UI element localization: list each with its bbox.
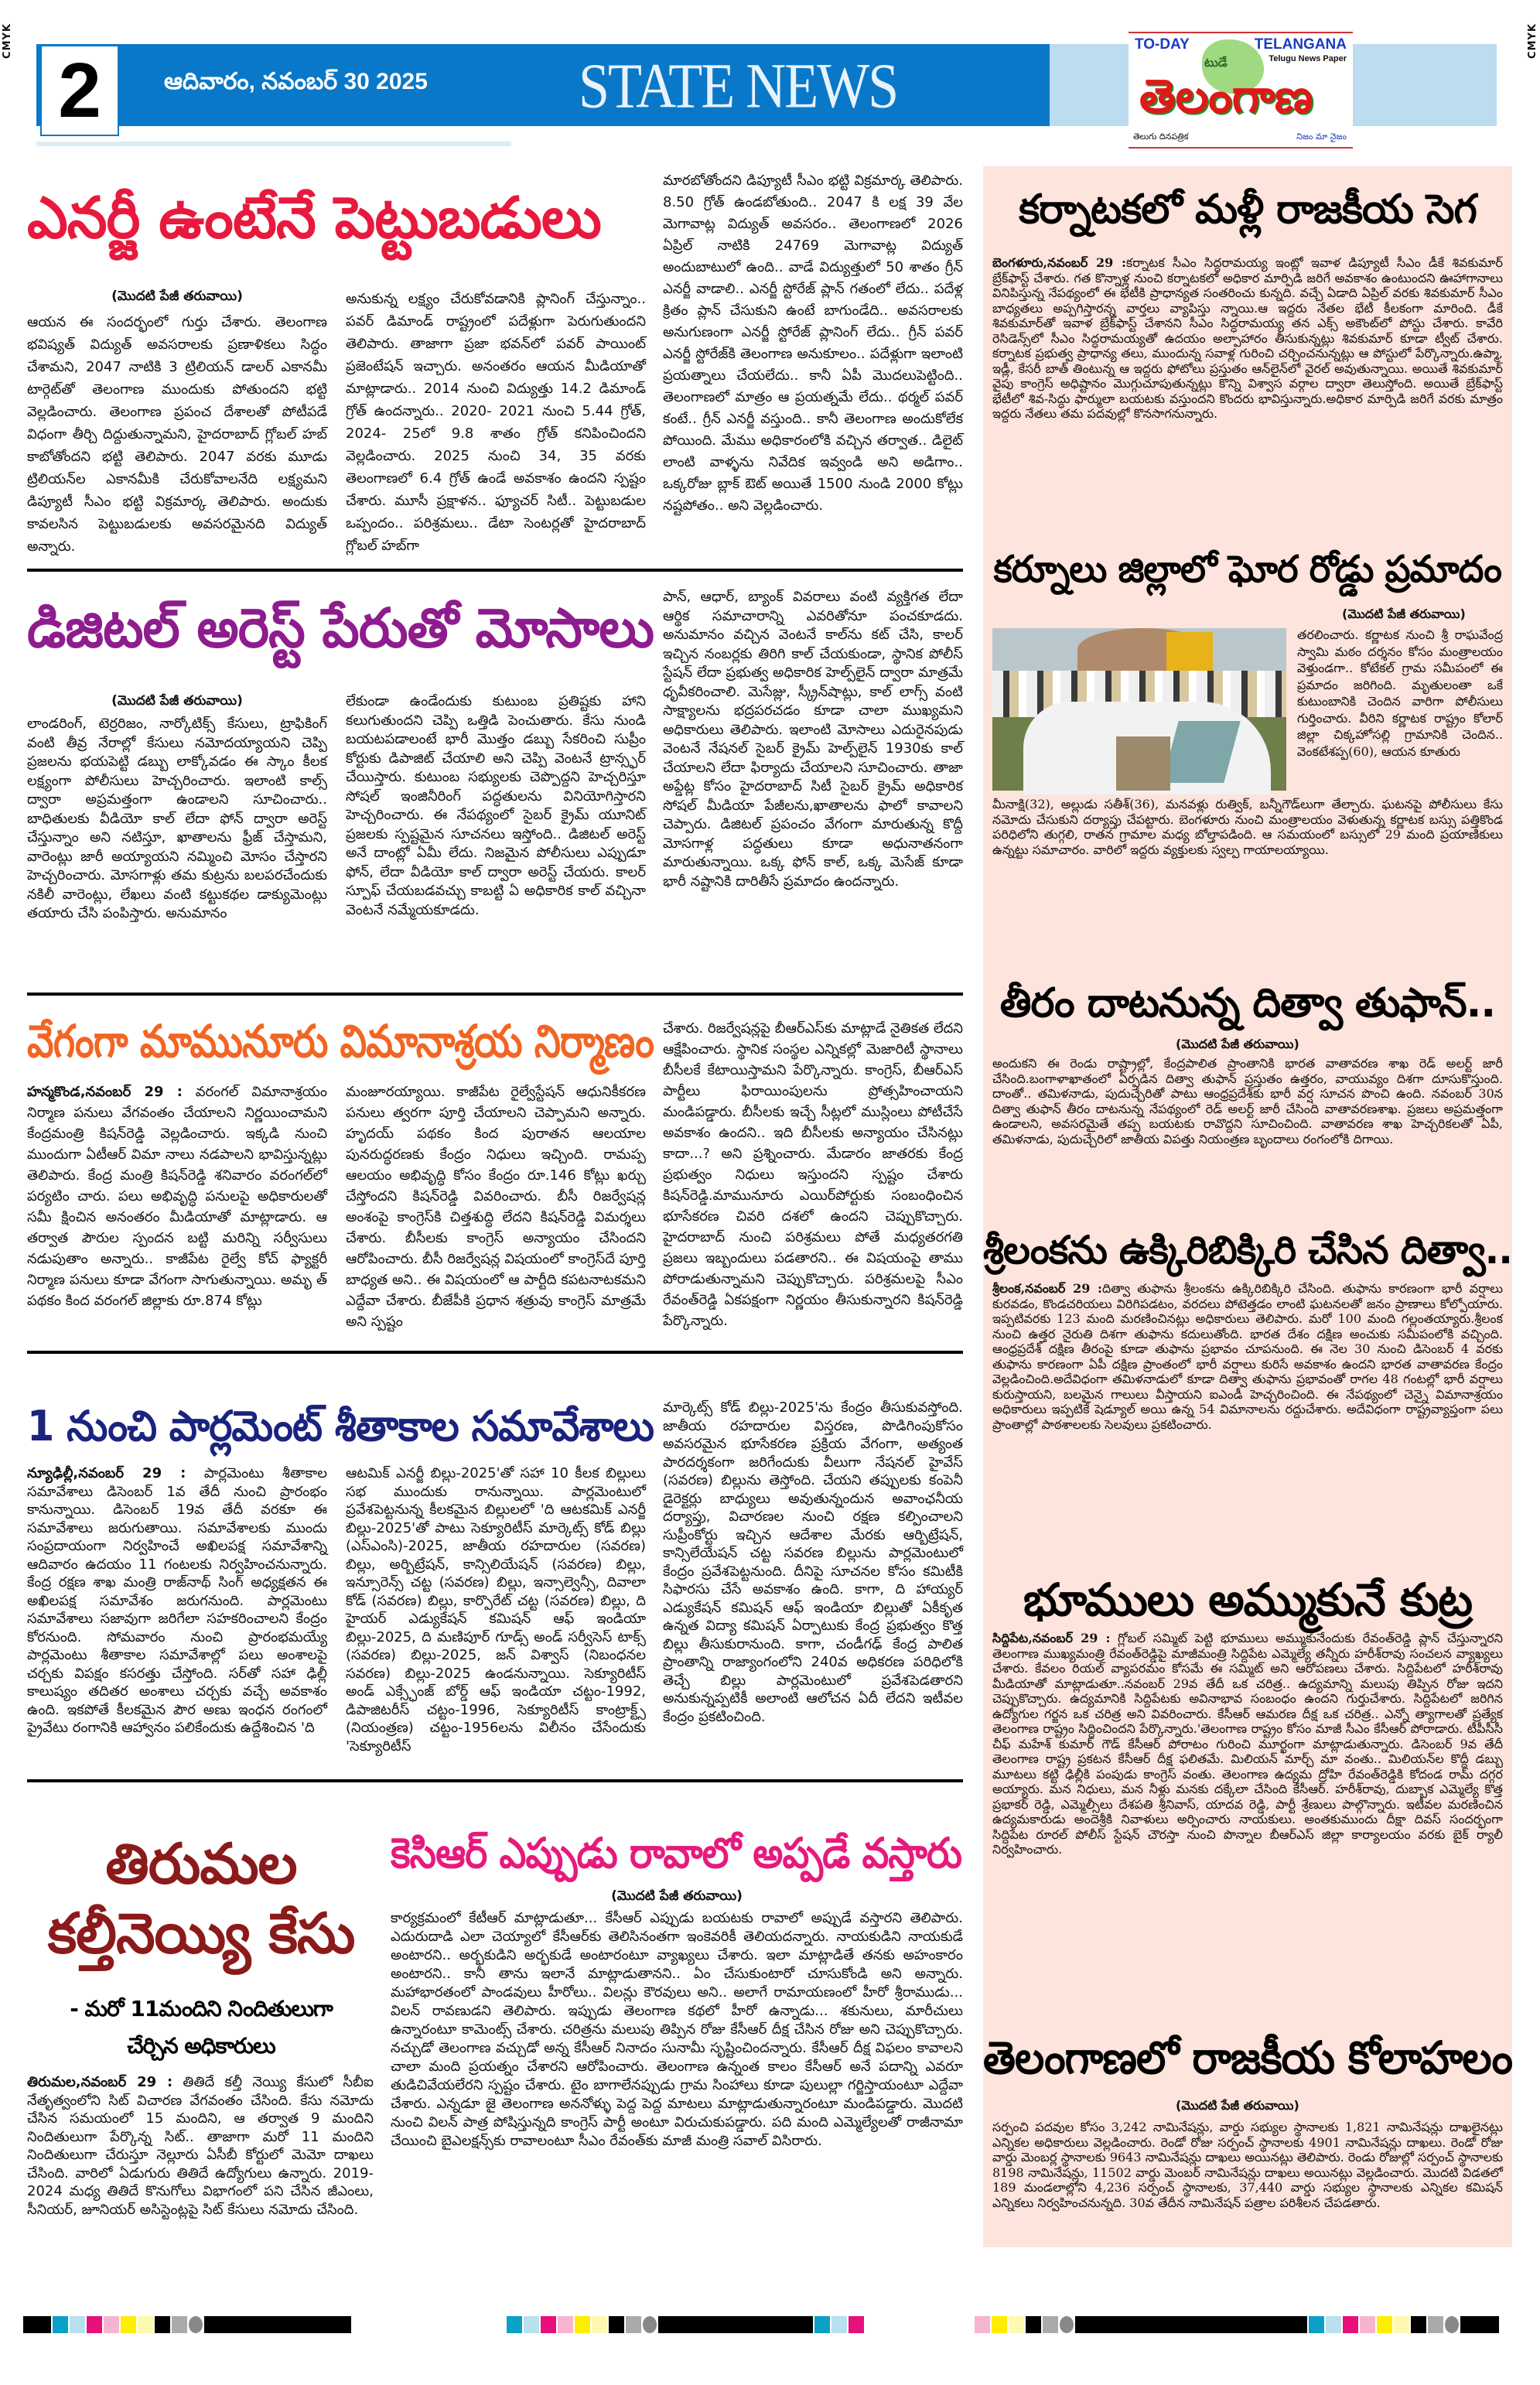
politics-body: సర్పంచి పదవుల కోసం 3,242 నామినేషన్లు, వార్డు సభ్యుల స్థానాలకు 1,821 నామినేషన్లు దాఖలైనట్లు ఎన్నికల అధికారులు వెల్లడించారు. రెండో రోజు సర్పంచ్ స్థానాలకు 4901 నామినేషన్లు దాఖలు. రెండో రోజు వార్డు మెంబర్ల స్థానాలకు 9643 నామినేషన్లు దాఖలు అయినట్లు తెలిపారు. రెండు రోజుల్లో సర్పంచ్ స్థానాలకు 8198 నామినేషన్లు, 11502 వార్డు మెంబర్ నామినేషన్లు దాఖలు అయినట్లు వెల్లడించారు. మొదటి విడతలో 189 మండలాల్లోని 4,236 సర్పంచ్ స్థానాలకు, 37,440 వార్డు సభ్యుల స్థానాలకు ఎన్నికల కమిషన్ ఎన్నికలు నిర్వహించనున్నది. 30వ తేదీన నామినేషన్ పత్రాల పరిశీలన చేపడతారు. [992,2120,1503,2210]
masthead-logo [1129,32,1353,149]
energy-column-1: ఆయన ఈ సందర్భంలో గుర్తు చేశారు. తెలంగాణ భవిష్యత్ విద్యుత్ అవసరాలకు ప్రణాళికలు సిద్ధం చేశామని, 2047 నాటికి 3 ట్రిలియన్ డాలర్ ఎకానమీ టార్గెట్‌తో తెలంగాణ ముందుకు పోతుందని భట్టి వెల్లడించారు. తెలంగాణ ప్రపంచ దేశాలతో పోటీపడే విధంగా తీర్చి దిద్దుతున్నామని, హైదరాబాద్ గ్లోబల్ హబ్ కాబోతోందని భట్టి తెలిపారు. 2047 వరకు మూడు ట్రిలియన్‌ల ఎకానమీకి చేరుకోవాలనేది లక్ష్యమని డిప్యూటీ సీఎం భట్టి విక్రమార్క తెలిపారు. అందుకు కావలసిన పెట్టుబడులకు అవసరమైనది విద్యుత్ అన్నారు. [27,314,327,555]
continued-label: (మొదటి పేజీ తరువాయి) [111,289,243,304]
karnataka-body [992,255,1503,543]
color-bar-left [23,2316,351,2333]
registration-mark-label: CMYK [1527,23,1538,59]
section-divider [27,1779,963,1782]
continued-label: (మొదటి పేజీ తరువాయి) [111,693,243,709]
section-divider [27,569,963,572]
subhead-line-2: చేర్చిన అధికారులు [127,2033,275,2059]
section-divider [27,993,963,996]
accident-photo [992,628,1286,791]
tirumala-text: తితిదే కల్తీ నెయ్యి కేసులో సీబీఐ నేతృత్వంలోని సిట్ విచారణ వేగవంతం చేసింది. కేసు నమోదు చేసిన సమయంలో 15 మందిని, ఆ తర్వాత 9 మందిని నిందితులుగా పేర్కొన్న సిట్.. తాజాగా మరో 11 మందిని నిందితులుగా చేరుస్తూ నెల్లూరు ఏసీబీ కోర్టులో మెమో దాఖలు చేసింది. వారిలో ఏడుగురు తితిదే ఉద్యోగులు ఉన్నారు. 2019-2024 మధ్య తితిదే కొనుగోలు విభాగంలో పని చేసిన జీఎంలు, సీనియర్, జూనియర్ అసిస్టెంట్లపై సిట్ కేసులు నమోదు చేసింది. [27,2074,374,2218]
header-underline [36,142,511,146]
lands-text: గ్లోబల్ సమ్మిట్ పెట్టి భూములు అమ్ముకునేందుకు రేవంత్‌రెడ్డి ప్లాన్ చేస్తున్నారని తెలంగాణ ముఖ్యమంత్రి రేవంత్‌రెడ్డిపై మాజీమంత్రి సిద్దిపేట ఎమ్మెల్యే తన్నీరు హరీశ్‌రావు సంచలన వ్యాఖ్యలు చేశారు. కేవలం రియల్ వ్యాపరమం కోసమే ఈ సమ్మిట్ అని ఆరోపణలు చేశారు. సిద్దిపేటలో హరీశ్‌రావు మీడియాతో మాట్లాడుతూ..నవంబర్ 29వ తేదీ ఒక చరిత్ర.. ఉద్యమాన్ని మలుపు తిప్పిన రోజు ఇదని చెప్పుకొచ్చారు. ఉద్యమానికి సిద్దిపేటకు అవినాభావ సంబంధం ఉందని గుర్తుచేశారు. సిద్దిపేటలో జరిగిన ఉద్యోగుల గర్జన ఒక చరిత్ర అని వివరించారు. కేసీఆర్ ఆమరణ దీక్ష ఒక చరిత్ర.. ఎన్నో త్యాగాలతో ప్రత్యేక తెలంగాణ రాష్ట్రం సిద్ధించిందని పేర్కొన్నారు.'తెలంగాణ రాష్ట్రం కోసం మాజీ సీఎం కేసీఆర్ పోరాడారు. టీపీసీసీ చీఫ్ మహేశ్ కుమార్ గౌడ్ కేసీఆర్ పోరాటం గురించి మూర్ఖంగా మాట్లాడుతున్నారు. డిసెంబర్ 9వ తేదీ తెలంగాణ రాష్ట్ర ప్రకటన కేసీఆర్ దీక్ష ఫలితమే. మిలియన్ మార్చ్ మా వంతు.. మిలియన్‌ల కొద్దీ డబ్బు మూటలు కట్టి ఢిల్లీకి పంపుడు కాంగ్రెస్ వంతు. తెలంగాణ ఉద్యమ ద్రోహి రేవంత్‌రెడ్డికి కోదండ రామ్ దగ్గర అయ్యారు. మన నిధులు, మన నీళ్లు మనకు దక్కేలా చేసింది కేసీఆర్. హరీశ్‌రావు, దుబ్బాక ఎమ్మెల్యే కొత్త ప్రభాకర్ రెడ్డి, ఎమ్మెల్సీలు దేశపతి శ్రీనివాస్, యాదవ రెడ్డి, పార్టీ శ్రేణులు పాల్గొన్నారు. ఇటీవల మరణించిన ఉద్యమకారుడు అందెశ్రీకి నివాళులు అర్పించారు నాయకులు. అంతకుముందు దీక్షా దివస్ సందర్భంగా సిద్దిపేట రూరల్ పోలీస్ స్టేషన్ చౌరస్తా నుంచి పొన్నాల బీఆర్ఎస్ జిల్లా కార్యాలయం వరకు బైక్ ర్యాలీ నిర్వహించారు. [992,1631,1503,1857]
issue-date: ఆదివారం, నవంబర్ 30 2025 [164,69,428,94]
headline-digital-arrest: డిజిటల్ అరెస్ట్ పేరుతో మోసాలు [27,596,654,660]
registration-mark-left [2,23,14,59]
logo-tag-right: నిజం మా నైజం [1296,132,1347,142]
airport-text: వరంగల్ విమానాశ్రయం నిర్మాణ పనులు వేగవంతం చేయాలని నిర్ణయించామని కేంద్రమంత్రి కిషన్‌రెడ్డి వెల్లడించారు. ఇక్కడి నుంచి ముందుగా ఏటీఆర్ విమా నాలు నడపాలని భావిస్తున్నట్లు తెలిపారు. కేంద్ర మంత్రి కిషన్‌రెడ్డి శనివారం వరంగల్‌లో పర్యటిం చారు. పలు అభివృద్ధి పనులపై అధికారులతో సమీ క్షించిన అనంతరం మీడియాతో మాట్లాడారు. ఆ తర్వాత పౌరుల స్పందన బట్టి మరిన్ని సర్వీసులు నడుపుతాం అన్నారు.. కాజీపేట రైల్వే కోచ్ ఫ్యాక్టరీ నిర్మాణ పనులు కూడా వేగంగా సాగుతున్నాయి. అమృ త్ పథకం కింద వరంగల్ జిల్లాకు రూ.874 కోట్లు [27,1084,327,1309]
page-number: 2 [40,45,119,136]
section-title: STATE NEWS [579,50,898,121]
parliament-text: పార్లమెంటు శీతాకాల సమావేశాలు డిసెంబర్ 1వ తేదీ నుంచి ప్రారంభం కానున్నాయి. డిసెంబర్ 19వ తేదీ వరకూ ఈ సమావేశాలు జరుగుతాయి. సమావేశాలకు ముందు సంప్రదాయంగా నిర్వహించే అఖిలపక్ష సమావేశాన్ని ఆదివారం ఉదయం 11 గంటలకు నిర్వహించనున్నారు. కేంద్ర రక్షణ శాఖ మంత్రి రాజ్‌నాథ్ సింగ్ అధ్యక్షతన ఈ అఖిలపక్ష సమావేశం జరుగనుంది. పార్లమెంటు సమావేశాలు సజావుగా జరిగేలా సహకరించాలని కేంద్రం కోరనుంది. సోమవారం నుంచి ప్రారంభమయ్యే పార్లమెంటు శీతాకాల సమావేశాల్లో పలు అంశాలపై చర్చకు విపక్షం కసరత్తు చేస్తోంది. సర్‌తో సహా ఢిల్లీ కాలుష్యం తదితర అంశాలు చర్చకు వచ్చే అవకాశం ఉంది. ఇకపోతే కీలకమైన పౌర అణు ఇంధన రంగంలో ప్రైవేటు రంగానికి ఆహ్వానం పలికేందుకు ఉద్దేశించిన 'ది [27,1465,327,1736]
continued-label: (మొదటి పేజీ తరువాయి) [1176,2098,1299,2113]
continued-label: (మొదటి పేజీ తరువాయి) [1176,1037,1299,1051]
dateline: శ్రీలంక,నవంబర్ 29 : [992,1281,1102,1296]
parliament-column-3: మార్కెట్స్ కోడ్ బిల్లు-2025'ను కేంద్రం తీసుకువస్తోంది. జాతీయ రహదారుల విస్తరణ, పొడిగింపుకోసం అవసరమైన భూసేకరణ ప్రక్రియ వేగంగా, అత్యంత పారదర్శకంగా జరిగేందుకు వీలుగా నేషనల్ హైవేస్ (సవరణ) బిల్లును తెస్తోంది. చేయని తప్పులకు కంపెనీ డైరెక్టర్లు బాధ్యులు అవుతున్నందున అవాంఛనీయ దర్యాప్తు, విచారణల నుంచి రక్షణ కల్పించాలని సుప్రీంకోర్టు ఇచ్చిన ఆదేశాల మేరకు ఆర్బిట్రేషన్, కాన్సిలేయేషన్ చట్ట సవరణ బిల్లును పార్లమెంటులో కేంద్రం ప్రవేశపెట్టనుంది. దీనిపై సూచనల కోసం కమిటీకి సిఫారసు చేసే అవకాశం ఉంది. కాగా, ది హాయ్యర్ ఎడ్యుకేషన్ కమిషన్ ఆఫ్ ఇండియా బిల్లుతో ఏకీకృత ఉన్నత విద్యా కమిషన్ ఏర్పాటుకు కేంద్ర ప్రభుత్వం కొత్త బిల్లు తీసుకురానుంది. కాగా, చండీగఢ్ కేంద్ర పాలిత ప్రాంతాన్ని రాజ్యాంగంలోని 240వ అధికరణ పరిధిలోకి తెచ్చే బిల్లు పార్లమెంటులో ప్రవేశపెడతారని అనుకున్నప్పటికీ అలాంటి ఆలోచన ఏదీ లేదని ఇటీవల కేంద్రం ప్రకటించింది. [663,1399,963,1725]
headline-cyclone: తీరం దాటనున్న దిత్వా తుఫాన్.. [999,980,1496,1027]
srilanka-text: దిత్వా తుఫాను శ్రీలంకను ఉక్కిరిబిక్కిరి చేసింది. తుఫాను కారణంగా భారీ వర్షాలు కురవడం, కొండచరియలు విరిగిపడటం, వరదలు పోటెత్తడం లాంటి ఘటనలతో జనం ప్రాణాలు కోల్పోయారు. ఇప్పటివరకు 123 మంది మరణించినట్లు అధికారులు తెలిపారు. మరో 100 మంది గల్లంతయ్యారు.శ్రీలంక నుంచి ఉత్తర నైరుతి దిశగా తుఫాను కదులుతోంది. భారత దేశం దక్షిణ అంచుకు సమీపంలోకి వచ్చింది. ఆంధ్రప్రదేశ్ దక్షిణ తీరంపై కూడా తుఫాను ప్రభావం చూపనుంది. ఈ నెల 30 నుంచి డిసెంబర్ 4 వరకు తుఫాను కారణంగా ఏపీ దక్షిణ ప్రాంతంలో భారీ వర్షాలు కురిసే అవకాశం ఉందని భారత వాతావరణ కేంద్రం వెల్లడించింది.అదేవిధంగా తమిళనాడులో కూడా దిత్వా తుఫాను ప్రభావంతో రాగల 48 గంటల్లో భారీ వర్షాలు కురుస్తాయని, బలమైన గాలులు వీస్తాయని ఐఎండీ హెచ్చరించింది. ఈ నేపథ్యంలో చెన్నై విమానాశ్రయం అధికారులు ఇప్పటికే షెడ్యూల్ అయి ఉన్న 54 విమానాలను రద్దుచేశారు. అదేవిధంగా రాష్ట్రవ్యాప్తంగా పలు ప్రాంతాల్లో పాఠశాలలకు సెలవులు ప్రకటించారు. [992,1281,1503,1432]
logo-today: TO-DAY [1135,36,1190,53]
subhead-line-1: - మరో 11మందిని నిందితులుగా [70,1996,333,2021]
headline-energy: ఎనర్జీ ఉంటేనే పెట్టుబడులు [27,185,601,251]
headline-kcr: కెసిఆర్ ఎప్పుడు రావాలో అప్పడే వస్తారు [391,1829,962,1878]
digital-column-1: లాండరింగ్, టెర్రరిజం, నార్కోటిక్స్ కేసులు, ట్రాఫికింగ్ వంటి తీవ్ర నేరాల్లో కేసులు నమోదయ్యాయని చెప్పి ప్రజలను భయపెట్టి డబ్బు లాక్కోవడం ఈ స్కాం కీలక లక్ష్యంగా పోలీసులు హెచ్చరించారు. ఇలాంటి కాల్స్ ద్వారా అప్రమత్తంగా ఉండాలని సూచించారు.. బాధితులకు వీడియో కాల్ లేదా ఫోన్ ద్వారా అరెస్ట్ చేస్తున్నాం అని నటిస్తూ, ఖాతాలను ఫ్రీజ్ చేస్తామని, వారెంట్లు జారీ అయ్యాయని నమ్మించి మోసం చేస్తారని హెచ్చరించారు. మోసగాళ్లు తమ కుట్రను బలపరచేందుకు నకిలీ వారెంట్లు, లేఖలు వంటి కట్టుకథల డాక్యుమెంట్లు తయారు చేసి పంపిస్తారు. అనుమానం [27,716,327,921]
headline-politics: తెలంగాణలో రాజకీయ కోలాహలం [983,2031,1512,2084]
headline-karnataka: కర్నాటకలో మళ్లీ రాజకీయ సెగ [1019,186,1477,233]
logo-tag-left: తెలుగు దినపత్రిక [1133,132,1189,142]
continued-label: (మొదటి పేజీ తరువాయి) [611,1888,743,1904]
karnataka-text: కర్నాటక సీఎం సిద్ధరామయ్య ఇంట్లో ఇవాళ డిప్యూటీ సీఎం డీకే శివకుమార్ బ్రేక్‌ఫాస్ట్ చేశారు. గత కొన్నాళ్ల నుంచి కర్నాటకలో అధికార మార్పిడి జరిగే అవకాశం ఉంటుందని ఊహాగానాలు వినిపిస్తున్న నేపథ్యంలో ఈ భేటీకి ప్రాధాన్యత సంతరించు కున్నది. వచ్చే ఏడాది ఏప్రిల్ వరకు శివకుమార్ సీఎం బాధ్యతలు అప్పగిస్తారన్న వార్తలు వ్యాపిస్తు న్నాయి.ఆ ఇద్దరు నేతల భేటీ కీలకంగా మారింది. డీకే శివకుమార్‌తో ఇవాళ బ్రేక్‌ఫాస్ట్ చేశానని సీఎం సిద్ధరామయ్య తన ఎక్స్ అకౌంట్‌లో పోస్టు చేశారు. కావేరి రెసిడెన్స్‌లో సీఎం సిద్ధరామయ్యతో ఉదయం అల్పాహారం తీసుకున్నట్లు శివకుమార్ కూడా ట్వీట్ చేశారు. కర్నాటక ప్రభుత్వ ప్రాధాన్య తలు, ముందున్న సవాళ్ల గురించి చర్చించనున్నట్లు ఆ పోస్టులో పేర్కొన్నారు.ఉప్మా, ఇడ్లీ, కేసరీ బాత్ తింటున్న ఆ ఇద్దరు ఫోటోలు ప్రస్తుతం ఆన్‌లైన్‌లో వైరల్ అవుతున్నాయి. అయితే శివకుమార్ వైపు కాంగ్రెస్ అధిష్టానం మొగ్గుచూపుతున్నట్లు కొన్ని విశ్వాస వర్గాల ద్వారా తెలుస్తోంది. అయితే బ్రేక్‌ఫాస్ట్ భేటీలో శివ-సిద్ధు ఫార్ములా బయటకు వస్తుందని కొందరు భావిస్తున్నారు.అధికార మార్పిడి జరిగే వరకు మాత్రం ఇద్దరు నేతలు తమ పదవుల్లో కొనసాగనున్నారు. [992,255,1503,421]
airport-column-3: చేశారు. రిజర్వేషన్లపై బీఆర్ఎస్‌కు మాట్లాడే నైతికత లేదని ఆక్షేపించారు. స్థానిక సంస్థల ఎన్నికల్లో మెజారిటీ స్థానాలు బీసీలకే కేటాయిస్తామని పేర్కొన్నారు. కాంగ్రెస్, బీఆర్ఎస్ పార్టీలు ఫిరాయింపులను ప్రోత్సహించాయని మండిపడ్డారు. బీసీలకు ఇచ్చే సీట్లలో ముస్లింలు పోటీచేసే అవకాశం ఉందని.. ఇది బీసీలకు అన్యాయం చేసినట్లు కాదా...? అని ప్రశ్నించారు. మేడారం జాతరకు కేంద్ర ప్రభుత్వం నిధులు ఇస్తుందని స్పష్టం చేశారు కిషన్‌రెడ్డి.మామునూరు ఎయిర్‌పోర్టుకు సంబంధించిన భూసేకరణ చివరి దశలో ఉందని చెప్పుకొచ్చారు. హైదరాబాద్ నుంచి పరిశ్రమలు పోతే మధ్యతరగతి ప్రజలు ఇబ్బందులు పడతారని.. ఈ విషయంపై తాము పోరాడుతున్నామని చెప్పుకొచ్చారు. పరిశ్రమలపై సీఎం రేవంత్‌రెడ్డి ఏకపక్షంగా నిర్ణయం తీసుకున్నారని కిషన్‌రెడ్డి పేర్కొన్నారు. [663,1020,963,1329]
headline-tirumala-line-1: తిరుమల [105,1831,297,1896]
lands-body [992,1631,1503,2025]
color-bar-middle [507,2316,864,2333]
energy-column-2: అనుకున్న లక్ష్యం చేరుకోవడానికి ప్లానింగ్ చేస్తున్నాం.. పవర్ డిమాండ్ రాష్ట్రంలో పదేళ్లుగా పెరుగుతుందని తెలిపారు. తాజాగా ప్రజా భవన్‌లో పవర్ పాయింట్ ప్రజెంటేషన్ ఇచ్చారు. అనంతరం ఆయన మీడియాతో మాట్లాడారు.. 2014 నుంచి విద్యుత్తు 14.2 డిమాండ్ గ్రోత్ ఉందన్నారు.. 2020- 2021 నుంచి 5.44 గ్రోత్, 2024- 25లో 9.8 శాతం గ్రోత్ కనిపించిందని వెల్లడించారు. 2025 నుంచి 34, 35 వరకు తెలంగాణలో 6.4 గ్రోత్ ఉండే అవకాశం ఉందని స్పష్టం చేశారు. మూసీ ప్రక్షాళన.. ఫ్యూచర్ సిటీ.. పెట్టుబడుల ఒప్పందం.. పరిశ్రమలు.. డేటా సెంటర్లతో హైదరాబాద్ గ్లోబల్ హబ్‌గా [346,291,646,554]
parliament-column-2: ఆటమిక్ ఎనర్జీ బిల్లు-2025'తో సహా 10 కీలక బిల్లులు సభ ముందుకు రానున్నాయి. పార్లమెంటులో ప్రవేశపెట్టనున్న కీలకమైన బిల్లులలో 'ది ఆటకమిక్ ఎనర్జీ బిల్లు-2025'తో పాటు సెక్యూరిటీస్ మార్కెట్స్ కోడ్ బిల్లు (ఎస్ఎంసి)-2025, జాతీయ రహదారుల (సవరణ) బిల్లు, అర్బిట్రేషన్, కాన్సిలియేషన్ (సవరణ) బిల్లు, ఇన్సూరెన్స్ చట్ట (సవరణ) బిల్లు, ఇన్సాల్వెన్సీ, దివాలా కోడ్ (సవరణ) బిల్లు, కార్పొరేట్ చట్ట (సవరణ) బిల్లు, ది హైయర్ ఎడ్యుకేషన్ కమిషన్ ఆఫ్ ఇండియా బిల్లు-2025, ది మణిపూర్ గూడ్స్ అండ్ సర్వీసెస్ టాక్స్ (సవరణ) బిల్లు-2025, జన్ విశ్వాస్ (నిబంధనల సవరణ) బిల్లు-2025 ఉండనున్నాయి. సెక్యూరిటీస్ అండ్ ఎక్స్ఛేంజ్ బోర్డ్ ఆఫ్ ఇండియా చట్టం-1992, డిపాజిటరీస్ చట్టం-1996, సెక్యూరిటీస్ కాంట్రాక్ట్స్ (నియంత్రణ) చట్టం-1956లను విలీనం చేసేందుకు 'సెక్యూరిటీస్ [346,1465,646,1755]
dateline: బెంగళూరు,నవంబర్ 29 : [992,255,1126,270]
photo-car-door [1116,736,1170,791]
dateline: హన్మకొండ,నవంబర్ 29 : [27,1084,183,1100]
headline-tirumala-line-2: కల్తీనెయ్యి కేసు [47,1901,355,1966]
srilanka-body [992,1281,1503,1567]
section-divider [27,1351,963,1354]
airport-column-2: మంజూరయ్యాయి. కాజీపేట రైల్వేస్టేషన్ ఆధునికీకరణ పనులు త్వరగా పూర్తి చేయాలని చెప్పామని అన్నారు. హృదయ్ పథకం కింద పురాతన ఆలయాల పునరుద్ధరణకు కేంద్రం నిధులు ఇచ్చింది. రామప్ప ఆలయం అభివృద్ధి కోసం కేంద్రం రూ.146 కోట్లు ఖర్చు చేస్తోందని కిషన్‌రెడ్డి వివరించారు. బీసీ రిజర్వేషన్ల అంశంపై కాంగ్రెస్‌కి చిత్తశుద్ధి లేదని కిషన్‌రెడ్డి విమర్శలు చేశారు. బీసీలకు కాంగ్రెస్ అన్యాయం చేసిందని ఆరోపించారు. బీసీ రిజర్వేషన్ల విషయంలో కాంగ్రెస్‌దే పూర్తి బాధ్యత అని.. ఈ విషయంలో ఆ పార్టీది కపటనాటకమని ఎద్దేవా చేశారు. బీజేపీకి ప్రధాన శత్రువు కాంగ్రెస్ మాత్రమే అని స్పష్టం [346,1084,646,1330]
cyclone-body: అందుకని ఈ రెండు రాష్ట్రాల్లో, కేంద్రపాలిత ప్రాంతానికి భారత వాతావరణ శాఖ రెడ్ అలర్ట్ జారీ చేసింది.బంగాళాఖాతంలో ఏర్పడిన దిత్వా తుఫాన్ ప్రస్తుతం ఉత్తరం, వాయువ్యం దిశగా దూసుకొస్తుంది. దాంతో.. తమిళనాడు, పుదుచ్చేరితో పాటు ఆంధ్రప్రదేశ్‌కు భారీ వర్ష సూచన పొంచి ఉంది. నవంబర్ 30న దిత్వా తుఫాన్ తీరం దాటనున్న నేపథ్యంలో రెడ్ అలర్ట్ జారీ చేసింది వాతావరణశాఖ. ప్రజలు అప్రమత్తంగా ఉండాలని, అవసరమైతే తప్ప బయటకు రావొద్దని సూచించింది. వాతావరణ శాఖ హెచ్చరికలతో ఏపీ, తమిళనాడు, పుదుచ్చేరిలో జాతీయ విపత్తు నియంత్రణ బృందాలు రంగంలోకి దిగాయి. [992,1056,1503,1146]
headline-lands: భూములు అమ్ముకునే కుట్ర [1023,1573,1473,1626]
energy-column-3: మారబోతోందని డిప్యూటీ సీఎం భట్టి విక్రమార్క తెలిపారు. 8.50 గ్రోత్ ఉండబోతుంది.. 2047 కి లక్ష 39 వేల మెగావాట్ల విద్యుత్ అవసరం.. తెలంగాణలో 2026 ఏప్రిల్ నాటికి 24769 మెగావాట్ల విద్యుత్ అందుబాటులో ఉంది.. వాడే విద్యుత్తులో 50 శాతం గ్రీన్ ఎనర్జీ వాడాలి.. ఎనర్జీ స్టోరేజ్ ప్లాన్ గతంలో లేదు.. పదేళ్ల క్రితం ప్లాన్ చేసుకుని ఉంటే బాగుండేది.. అవసరాలకు అనుగుణంగా ఎనర్జీ స్టోరేజ్ ప్లానింగ్ లేదు.. గ్రీన్ పవర్ ఎనర్జీ స్టోరేజ్‌కి తెలంగాణ అనుకూలం.. పదేళ్లుగా ఇలాంటి ప్రయత్నాలు చేయలేదు.. కానీ ఏపీ మొదలుపెట్టింది.. తెలంగాణలో మాత్రం ఆ ప్రయత్నమే లేదు.. థర్మల్ పవర్ కంటే.. గ్రీన్ ఎనర్జీ వస్తుంది.. కానీ తెలంగాణ అందుకోలేక పోయింది. మేము అధికారంలోకి వచ్చిన తర్వాత.. డిలైట్ లాంటి వాళ్ళను నివేదిక ఇవ్వండి అని అడిగాం.. ఒక్కరోజు బ్లాక్ ఔట్ అయితే 1500 నుండి 2000 కోట్లు నష్టపోతం.. అని వెల్లడించారు. [663,173,963,514]
tirumala-body [27,2073,374,2274]
dateline: తిరుమల,నవంబర్ 29 : [27,2074,173,2090]
kurnool-body: మీనాక్షి(32), అల్లుడు సతీశ్(36), మనవళ్లు రుత్విక్, బన్నీగౌడ్‌లుగా తేల్చారు. ఘటనపై పోలీసులు కేసు నమోదు చేసుకుని దర్యాప్తు చేపట్టారు. బెంగళూరు నుంచి మంత్రాలయం వెళుతున్న కర్ణాటక బస్సు పత్తికొండ పరిధిలోని తుగ్గలి, రాతన గ్రామాల మధ్య బోల్తాపడింది. ఆ సమయంలో బస్సులో 29 మంది ప్రయాణికులు ఉన్నట్టు సమాచారం. వారిలో ఇద్దరు వ్యక్తులకు స్వల్ప గాయాలయ్యాయి. [992,797,1503,857]
headline-kurnool: కర్నూలు జిల్లాలో ఘోర రోడ్డు ప్రమాదం [993,548,1501,591]
digital-column-3: పాన్, ఆధార్, బ్యాంక్ వివరాలు వంటి వ్యక్తిగత లేదా ఆర్థిక సమాచారాన్ని ఎవరితోనూ పంచకూడదు. అనుమానం వచ్చిన వెంటనే కాల్‌ను కట్ చేసి, కాలర్ ఇచ్చిన నంబర్లకు తిరిగి కాల్ చేయకుండా, స్థానిక పోలీస్ స్టేషన్ లేదా ప్రభుత్వ అధికారిక హెల్ప్‌లైన్ ద్వారా మాత్రమే ధృవీకరించాలి. మెసేజ్లు, స్క్రీన్‌షాట్లు, కాల్ లాగ్స్ వంటి సాక్ష్యాలను భద్రపరచడం కూడా చాలా ముఖ్యమని అధికారులు తెలిపారు. ఇలాంటి మోసాలు ఎదురైనపుడు వెంటనే నేషనల్ సైబర్ క్రైమ్ హెల్ప్‌లైన్ 1930కు కాల్ చేయాలని లేదా ఫిర్యాదు చేయాలని సూచించారు. తాజా అప్డేట్ల కోసం హైదరాబాద్ సిటీ సైబర్ క్రైమ్ అధికారిక సోషల్ మీడియా పేజీలను,ఖాతాలను ఫాలో కావాలని చెప్పారు. డిజిటల్ ప్రపంచం వేగంగా మారుతున్న కొద్దీ మోసగాళ్ల పద్ధతులు కూడా అధునాతనంగా మారుతున్నాయి. ఒక్క ఫోన్ కాల్, ఒక్క మెసేజ్ కూడా భారీ నష్టానికి దారితీసే ప్రమాదం ఉందన్నారు. [663,589,963,890]
airport-column-1 [27,1081,327,1314]
kcr-body: కార్యక్రమంలో కేటీఆర్ మాట్లాడుతూ... కేసీఆర్ ఎప్పుడు బయటకు రావాలో అప్పుడే వస్తారని తెలిపారు. ఎదురుదాడి ఎలా చెయ్యాలో కేసీఆర్‌కు తెలిసినంతగా ఇంకెవరికీ తెలియదన్నారు. నాయకుడిని నాయకుడే అంటారని.. అర్భకుడిని అర్భకుడే అంటారంటూ వ్యాఖ్యలు చేశారు. ఇలా మాట్లాడితే తనకు అహంకారం అంటారని.. కానీ తాను ఇలానే మాట్లాడుతానని.. ఏం చేసుకుంటారో చూసుకోండి అని అన్నారు. మహాభారతంలో పాండవులు హీరోలు.. విలన్లు కౌరవులు అని.. అలాగే రామాయణంలో హీరో శ్రీరాముడు... విలన్ రావణుడని తెలిపారు. ఇప్పుడు తెలంగాణ కథలో హీరో ఉన్నాడు... శకునులు, మారీచులు ఉన్నారంటూ కామెంట్స్ చేశారు. చరిత్రను మలుపు తిప్పిన రోజు కేసీఆర్ దీక్ష చేసిన రోజు అని చెప్పుకొచ్చారు. నచ్చుడో తెలంగాణ వచ్చుడో అన్న కేసీఆర్ నినాదం సునామీ సృష్టించిందన్నారు. కేసీఆర్ దీక్ష విఫలం కావాలని చాలా మంది ప్రయత్నం చేశారని ఆరోపించారు. తెలంగాణ ఉన్నంత కాలం కేసీఆర్ అనే పదాన్ని ఎవరూ తుడిచివేయలేరని స్పష్టం చేశారు. టైం బాగాలేనప్పుడు గ్రామ సింహాలు కూడా పులుల్లా గర్జిస్తాయంటూ ఎద్దేవా చేశారు. ఎన్నడూ జై తెలంగాణ అననోళ్ళు పెద్ద పెద్ద మాటలు మాట్లాడుతున్నారంటూ మండిపడ్డారు. మొదటి నుంచి విలన్ పాత్ర పోషిస్తున్నది కాంగ్రెస్ పార్టీ అంటూ విరుచుకుపడ్డారు. పది మంది ఎమ్మెల్యేలతో రాజీనామా చేయించి బైఎలక్షన్స్‌కు రావాలంటూ సీఎం రేవంత్‌కు మాజీ మంత్రి సవాల్ విసిరారు. [391,1910,963,2149]
headline-parliament: 1 నుంచి పార్లమెంట్ శీతాకాల సమావేశాలు [27,1402,654,1450]
logo-tagline: Telugu News Paper [1269,54,1347,63]
headline-airport: వేగంగా మామునూరు విమానాశ్రయ నిర్మాణం [27,1015,654,1068]
dateline: న్యూఢిల్లీ,నవంబర్ 29 : [27,1465,186,1481]
parliament-column-1 [27,1464,327,1755]
logo-prefix: టుడే [1204,55,1228,70]
registration-mark-right [1527,23,1539,59]
logo-masthead: తెలంగాణ [1139,70,1313,124]
registration-mark-label: CMYK [2,23,13,59]
color-bar-right [975,2316,1499,2333]
continued-label: (మొదటి పేజీ తరువాయి) [1342,607,1466,621]
digital-column-2: లేకుండా ఉండేందుకు కుటుంబ ప్రతిష్టకు హాని కలుగుతుందని చెప్పి ఒత్తిడి పెంచుతారు. కేసు నుండి బయటపడాలంటే భారీ మొత్తం డబ్బు సేకరించి సుప్రీం కోర్టుకు డిపాజిట్ చేయాలి అని చెప్పి వెంటనే ట్రాన్స్ఫర్ చేయిస్తారు. కుటుంబ సభ్యులకు చెప్పొద్దని హెచ్చరిస్తూ సోషల్ ఇంజినీరింగ్ పద్ధతులను వినియోగిస్తారని హెచ్చరించారు. ఈ నేపథ్యంలో సైబర్ క్రైమ్ యూనిట్ ప్రజలకు స్పష్టమైన సూచనలు ఇస్తోంది.. డిజిటల్ అరెస్ట్ అనే దాంట్లో ఏమీ లేదు. నిజమైన పోలీసులు ఎప్పుడూ ఫోన్, లేదా వీడియో కాల్ ద్వారా అరెస్ట్ చేయరు. కాలర్ స్పూఫ్ చేయబడవచ్చు కాబట్టి ఏ అధికారిక కాల్ వచ్చినా వెంటనే నమ్మేయకూడదు. [346,693,646,918]
kurnool-side-text: తరలించారు. కర్ణాటక నుంచి శ్రీ రాఘవేంద్ర స్వామి మఠం దర్శనం కోసం మంత్రాలయం వెళ్తుండగా.. కోటేకల్ గ్రామ సమీపంలో ఈ ప్రమాదం జరిగింది. మృతులంతా ఒకే కుటుంబానికి చెందిన వారిగా పోలీసులు గుర్తించారు. వీరిని కర్ణాటక రాష్ట్రం కోలార్ జిల్లా చిక్కహోసల్లి గ్రామానికి చెందిన.. వెంకటేశప్ప(60), ఆయన కూతురు [1297,627,1503,759]
dateline: సిద్దిపేట,నవంబర్ 29 : [992,1631,1111,1645]
logo-telangana: TELANGANA [1254,36,1347,53]
headline-srilanka: శ్రీలంకను ఉక్కిరిబిక్కిరి చేసిన దిత్వా.. [983,1228,1512,1273]
